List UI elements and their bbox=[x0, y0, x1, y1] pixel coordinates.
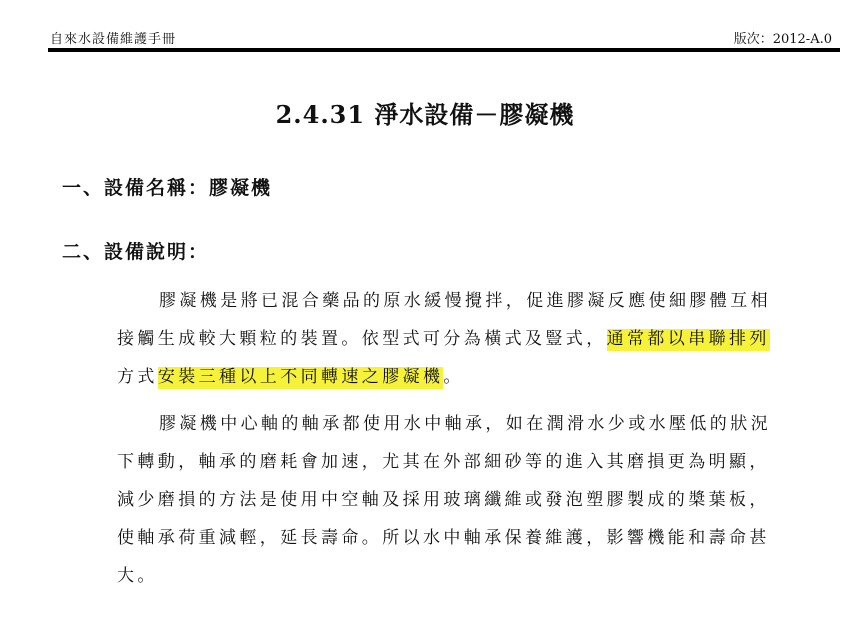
section-equipment-name: 一、設備名稱：膠凝機 bbox=[62, 177, 273, 199]
paragraph-1-line-3-end: 。 bbox=[443, 367, 464, 387]
paragraph-1-line-3-text: 方式 bbox=[117, 367, 158, 387]
paragraph-2-line-4: 使軸承荷重減輕，延長壽命。所以水中軸承保養維護，影響機能和壽命甚 bbox=[117, 528, 770, 548]
paragraph-2 bbox=[117, 405, 797, 595]
header-rule bbox=[48, 48, 840, 52]
header-manual-title: 自來水設備維護手冊 bbox=[50, 32, 177, 47]
paragraph-2-line-5: 大。 bbox=[117, 566, 158, 586]
page-title: 2.4.31 淨水設備－膠凝機 bbox=[275, 100, 575, 129]
paragraph-2-line-2: 下轉動，軸承的磨耗會加速，尤其在外部細砂等的進入其磨損更為明顯， bbox=[117, 452, 770, 472]
paragraph-1-line-2 bbox=[117, 320, 797, 358]
paragraph-2-line-3: 減少磨損的方法是使用中空軸及採用玻璃纖維或發泡塑膠製成的槳葉板， bbox=[117, 490, 770, 510]
paragraph-1-line-3 bbox=[117, 358, 797, 396]
section-equipment-description: 二、設備說明： bbox=[62, 241, 210, 263]
paragraph-2-line-1: 膠凝機中心軸的軸承都使用水中軸承，如在潤滑水少或水壓低的狀況 bbox=[159, 414, 771, 434]
header-version: 版次：2012-A.0 bbox=[733, 32, 832, 47]
paragraph-1-line-2-text: 接觸生成較大顆粒的裝置。依型式可分為橫式及豎式， bbox=[117, 329, 607, 349]
paragraph-1-line-1: 膠凝機是將已混合藥品的原水緩慢攪拌，促進膠凝反應使細膠體互相 bbox=[159, 291, 771, 311]
highlighted-text-1: 通常都以串聯排列 bbox=[606, 329, 770, 349]
highlighted-text-2: 安裝三種以上不同轉速之膠凝機 bbox=[157, 367, 444, 387]
paragraph-1 bbox=[117, 282, 797, 396]
